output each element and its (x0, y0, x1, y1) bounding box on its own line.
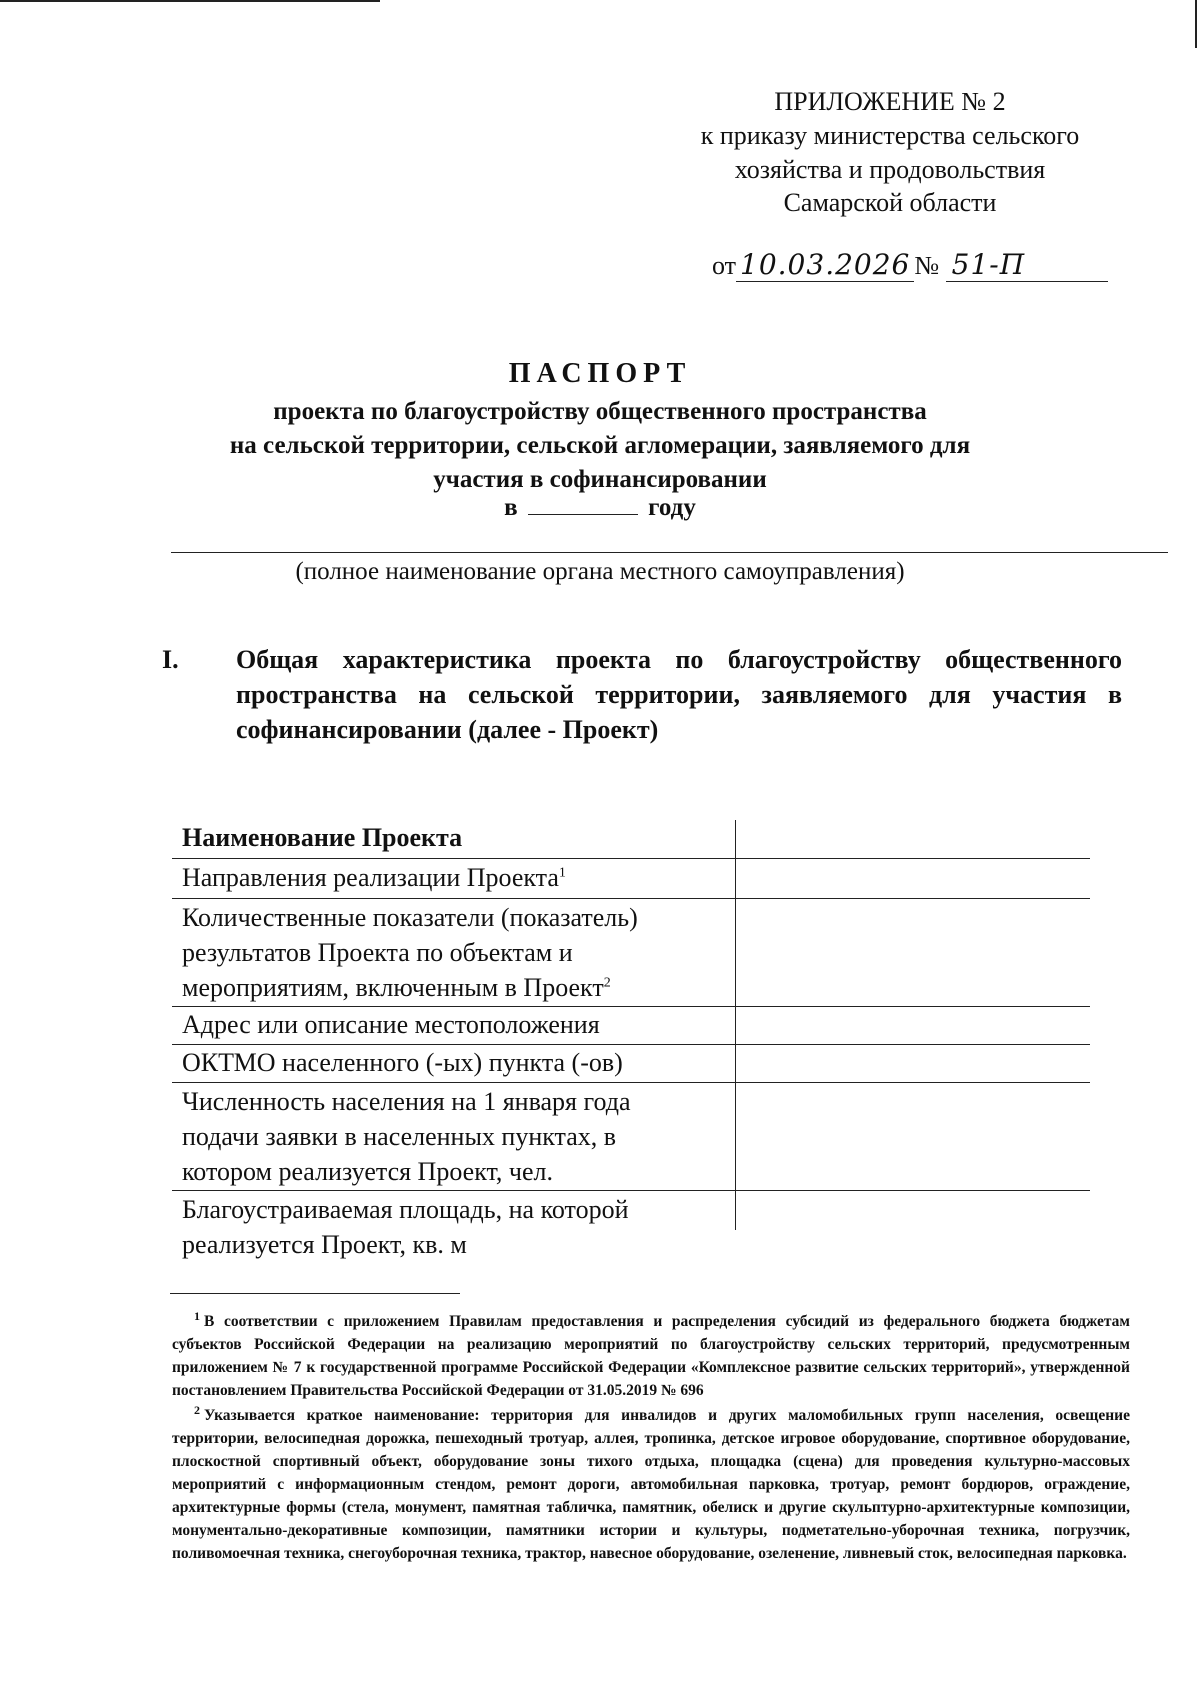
row-label: ОКТМО населенного (-ых) пункта (-ов) (182, 1048, 623, 1077)
footnote-1 (172, 1310, 1130, 1402)
org-name-caption: (полное наименование органа местного самоуправления) (295, 558, 905, 585)
org-name-blank-line[interactable] (171, 552, 1168, 553)
section-title: Общая характеристика проекта по благоустройству общественного пространства на сельской территории, заявляемого для участия в софинансировании (далее - Проект) (236, 645, 1122, 744)
table-row-oktmo (172, 1044, 1090, 1082)
section-number: I. (162, 645, 179, 674)
passport-subtitle-line-2: на сельской территории, сельской агломерации, заявляемого для (229, 432, 971, 459)
table-row-population (172, 1082, 1090, 1190)
table-row-project-name (172, 820, 1090, 858)
table-row-directions (172, 858, 1090, 898)
footnote-text: Указывается краткое наименование: территория для инвалидов и других маломобильных групп населения, освещение территории, велосипедная дорожка, пешеходный тротуар, аллея, тропинка, детское игровое оборудование, спортивное оборудование, плоскостной спортивный объект, оборудование зоны тихого отдыха, площадка (сцена) для проведения культурно-массовых мероприятий с информационным стендом, ремонт дороги, автомобильная парковка, тротуар, ремонт бордюров, ограждение, архитектурные формы (стела, монумент, памятная табличка, памятник, обелиск и другие скульптурно-архитектурные композиции, монументально-декоративные композиции, памятники истории и культуры, подметательно-уборочная техника, погрузчик, поливомоечная техника, снегоуборочная техника, трактор, навесное оборудование, озеленение, ливневый сток, велосипедная парковка. (172, 1407, 1130, 1562)
order-number: 51-П (951, 248, 1026, 281)
row-label: Численность населения на 1 января года подачи заявки в населенных пунктах, в котором реализуется Проект, чел. (182, 1087, 631, 1186)
order-number-label: № (914, 251, 940, 280)
passport-subtitle-line-1: проекта по благоустройству общественного пространства (273, 398, 927, 425)
row-label: Количественные показатели (показатель) результатов Проекта по объектам и мероприятиям, включенным в Проект$^2$ (182, 903, 638, 1002)
row-label: Благоустраиваемая площадь, на которой реализуется Проект, кв. м (182, 1195, 629, 1259)
table-row-address (172, 1006, 1090, 1044)
order-reference (712, 248, 1108, 282)
year-prefix: в (504, 494, 518, 521)
appendix-line-1: к приказу министерства сельского (700, 121, 1080, 150)
appendix-block (640, 0, 1140, 260)
appendix-line-2: хозяйства и продовольствия (734, 155, 1046, 184)
row-label: Наименование Проекта (182, 823, 463, 852)
table-row-area (172, 1190, 1090, 1262)
appendix-line-3: Самарской области (783, 188, 997, 217)
passport-subtitle-line-3: участия в софинансировании (433, 466, 767, 493)
top-rule (0, 0, 380, 2)
year-blank[interactable] (528, 494, 638, 515)
appendix-title: ПРИЛОЖЕНИЕ № 2 (774, 87, 1006, 116)
year-suffix: году (648, 494, 696, 521)
row-label: Адрес или описание местоположения (182, 1010, 600, 1039)
year-line (0, 494, 1200, 522)
table-row-indicators (172, 898, 1090, 1006)
order-date: 10.03.2026 (736, 248, 914, 282)
footnote-mark: 2 (194, 1402, 200, 1417)
right-edge-line (1195, 0, 1197, 48)
row-label: Направления реализации Проекта$^1$ (182, 863, 566, 892)
footnote-mark: 1 (194, 1308, 200, 1323)
footnote-separator (170, 1293, 460, 1294)
order-prefix: от (712, 251, 737, 280)
footnote-2 (172, 1404, 1130, 1565)
passport-title: ПАСПОРТ (508, 358, 692, 389)
footnote-text: В соответствии с приложением Правилам предоставления и распределения субсидий из федерального бюджета бюджетам субъектов Российской Федерации на реализацию мероприятий по благоустройству сельских территорий, предусмотренным приложением № 7 к государственной программе Российской Федерации «Комплексное развитие сельских территорий», утвержденной постановлением Правительства Российской Федерации от 31.05.2019 № 696 (172, 1313, 1130, 1399)
